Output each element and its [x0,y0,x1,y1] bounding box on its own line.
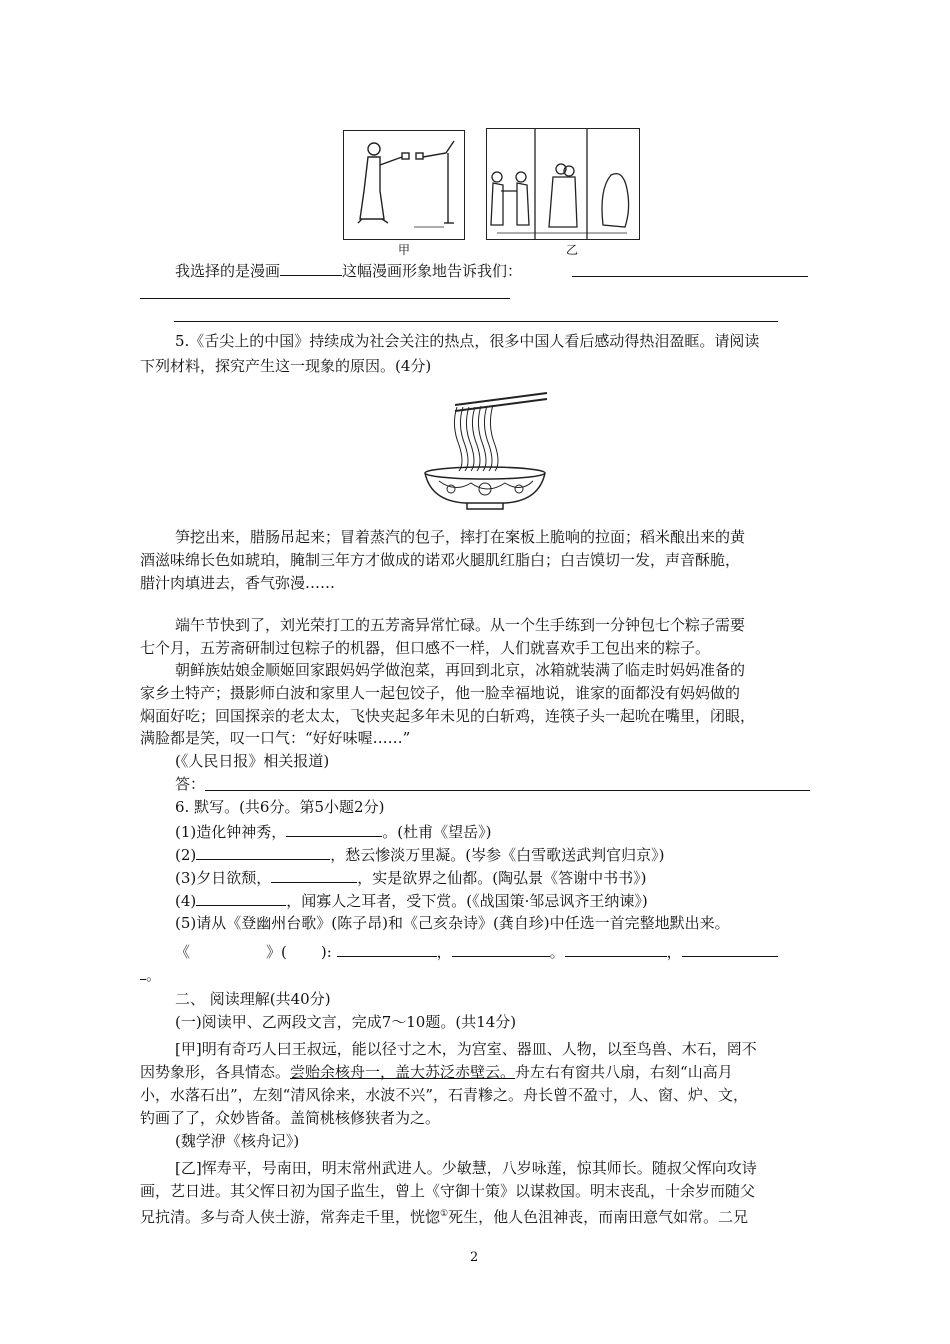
cartoon-yi [486,128,640,240]
jia-line-2: 因势象形，各具情态。尝贻余核舟一，盖大苏泛赤壁云。舟左右有窗共八扇，右刻“山高月 [140,1063,733,1081]
yi-line-1: [乙]恽寿平，号南田，明末常州武进人。少敏慧，八岁咏莲，惊其师长。随叔父恽向攻诗 [175,1159,757,1177]
q6-blank-3[interactable] [271,866,357,883]
q5-prompt-line1: 5.《舌尖上的中国》持续成为社会关注的热点，很多中国人看后感动得热泪盈眶。请阅读 [175,332,760,350]
q4-answer-line-3[interactable] [174,321,778,322]
cartoon-jia [343,130,465,240]
q6-recite-row: 《 》( ): ， 。 ， [175,940,778,963]
q5-answer-label: 答： [175,775,206,793]
material2-line: 朝鲜族姑娘金顺姬回家跟妈妈学做泡菜，再回到北京，冰箱就装满了临走时妈妈准备的 [175,661,746,679]
jia-line-3: 小，水落石出”，左刻“清风徐来，水波不兴”，石青糁之。舟长曾不盈寸，人、窗、炉、文， [140,1086,749,1104]
q6-title: 6. 默写。(共6分。第5小题2分) [175,798,385,816]
material1-line: 酒滋味绵长色如琥珀，腌制三年方才做成的诺邓火腿肌红脂白；白吉馍切一发，声音酥脆， [140,551,741,569]
q4-prompt-1: 我选择的是漫画 [175,262,281,280]
cartoon-yi-caption: 乙 [566,243,579,257]
q4-prompt-2: 这幅漫画形象地告诉我们： [342,262,523,280]
q6-recite-blank-1[interactable] [337,940,437,957]
q6-recite-blank-4[interactable] [682,940,778,957]
page-number: 2 [470,1250,479,1265]
q6-poet-blank[interactable] [287,941,321,957]
footnote-marker: ① [440,1209,449,1219]
q6-item-3: (3)夕日欲颓， ，实是欲界之仙都。(陶弘景《答谢中书书》) [175,866,646,889]
material2-line: 焖面好吃；回国探亲的老太太，飞快夹起多年未见的白斩鸡，连筷子头一起吮在嘴里，闭眼， [140,707,756,725]
jia-source: (魏学洢《核舟记》) [175,1132,300,1150]
q4-answer-line-2[interactable] [140,298,510,299]
q5-prompt-line2: 下列材料，探究产生这一现象的原因。(4分) [140,357,432,375]
q6-poem-title-blank[interactable] [190,941,266,957]
material2-line: 家乡土特产；摄影师白波和家里人一起包饺子，他一脸幸福地说，谁家的面都没有妈妈做的 [140,684,741,702]
cartoon-yi-drawing [487,129,639,239]
noodle-bowl-illustration [415,385,555,510]
q6-blank-4[interactable] [196,889,286,906]
cartoon-jia-caption: 甲 [398,243,411,257]
q5-answer-line[interactable] [205,790,810,791]
section2-sub1: (一)阅读甲、乙两段文言，完成7～10题。(共14分) [175,1013,517,1031]
yi-line-3: 兄抗清。多与奇人侠士游，常奔走千里，恍惚①死生，他人色沮神丧，而南田意气如常。二兄 [140,1208,749,1226]
q4-answer-line-1[interactable] [572,276,808,277]
jia-line-1: [甲]明有奇巧人曰王叔远，能以径寸之木，为宫室、器皿、人物，以至鸟兽、木石，罔不 [175,1040,757,1058]
q6-recite-blank-2[interactable] [452,940,550,957]
section2-title: 二、 阅读理解(共40分) [175,990,331,1008]
yi-line-2: 画，艺日进。其父恽日初为国子监生，曾上《守御十策》以谋救国。明末丧乱，十余岁而随父 [140,1182,756,1200]
material1-line: 腊汁肉填进去，香气弥漫…… [140,574,336,592]
q4-choice-blank[interactable] [280,259,342,276]
q6-recite-blank-3[interactable] [565,940,667,957]
q5-source: (《人民日报》相关报道) [175,752,330,770]
noodle-bowl-drawing [415,385,555,510]
q6-blank-1[interactable] [286,820,382,837]
jia-underlined-sentence: 尝贻余核舟一，盖大苏泛赤壁云。 [290,1063,516,1081]
material2-line: 满脸都是笑，叹一口气：“好好味喔……” [140,729,411,747]
q6-item-4: (4) ，闻寡人之耳者，受下赏。(《战国策·邹忌讽齐王纳谏》) [175,889,648,912]
q6-item-2: (2) ，愁云惨淡万里凝。(岑参《白雪歌送武判官归京》) [175,843,664,866]
jia-tag: [甲] [175,1040,202,1058]
q6-item-5: (5)请从《登幽州台歌》(陈子昂)和《己亥杂诗》(龚自珍)中任选一首完整地默出来。 [175,914,730,932]
q6-item-1: (1)造化钟神秀， 。(杜甫《望岳》) [175,820,491,843]
q6-recite-end: 。 [140,963,161,986]
q6-blank-2[interactable] [196,843,330,860]
q4-answer-row [175,259,522,282]
material2-line: 端午节快到了，刘光荣打工的五芳斋异常忙碌。从一个生手练到一分钟包七个粽子需要 [175,616,746,634]
material2-line: 七个月，五芳斋研制过包粽子的机器，但口感不一样，人们就喜欢手工包出来的粽子。 [140,639,711,657]
material1-line: 笋挖出来，腊肠吊起来；冒着蒸汽的包子，摔打在案板上脆响的拉面；稻米酿出来的黄 [175,528,746,546]
yi-tag: [乙] [175,1159,202,1177]
jia-line-4: 钓画了了，众妙皆备。盖简桃核修狭者为之。 [140,1109,441,1127]
cartoon-jia-drawing [344,131,464,239]
